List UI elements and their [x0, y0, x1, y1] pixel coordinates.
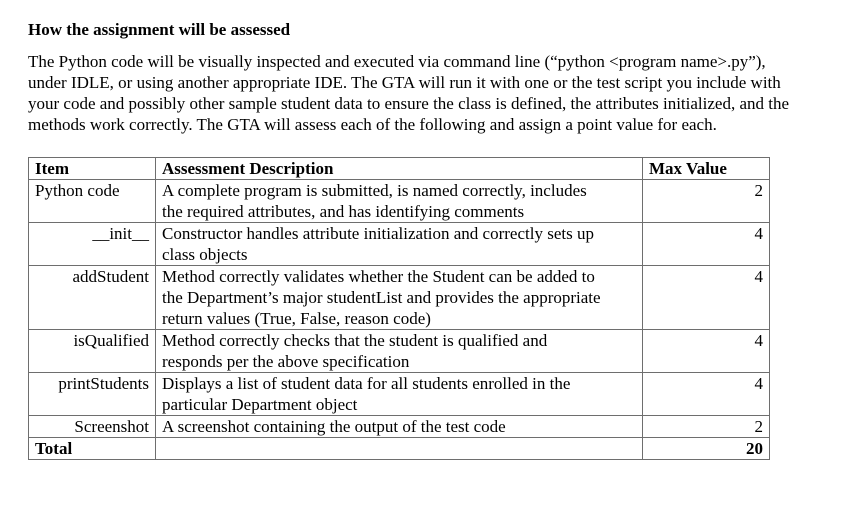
row-item: printStudents: [29, 373, 156, 416]
description-line: responds per the above specification: [162, 352, 410, 371]
row-description: [156, 330, 643, 373]
description-line: Method correctly checks that the student is qualified and: [162, 331, 548, 350]
description-line: A screenshot containing the output of the test code: [162, 417, 506, 436]
total-description-empty: [156, 438, 643, 460]
description-line: the required attributes, and has identifying comments: [162, 202, 525, 221]
intro-line: methods work correctly. The GTA will assess each of the following and assign a point value for each.: [28, 115, 717, 134]
row-description: [156, 373, 643, 416]
row-max-value: 4: [643, 266, 770, 330]
total-row: [29, 438, 770, 460]
row-item: __init__: [29, 223, 156, 266]
assessment-table: [28, 157, 770, 460]
description-line: return values (True, False, reason code): [162, 309, 431, 328]
intro-paragraph: [28, 51, 848, 135]
row-item: Python code: [29, 180, 156, 223]
row-description: [156, 416, 643, 438]
row-max-value: 4: [643, 223, 770, 266]
row-description: [156, 223, 643, 266]
table-row: [29, 266, 770, 330]
description-line: Displays a list of student data for all students enrolled in the: [162, 374, 571, 393]
description-line: Method correctly validates whether the Student can be added to: [162, 267, 595, 286]
table-row: [29, 330, 770, 373]
description-line: A complete program is submitted, is named correctly, includes: [162, 181, 587, 200]
header-max-value: Max Value: [643, 158, 770, 180]
total-label: Total: [29, 438, 156, 460]
row-max-value: 2: [643, 416, 770, 438]
row-item: addStudent: [29, 266, 156, 330]
row-item: isQualified: [29, 330, 156, 373]
description-line: Constructor handles attribute initialization and correctly sets up: [162, 224, 594, 243]
header-description: Assessment Description: [156, 158, 643, 180]
description-line: class objects: [162, 245, 248, 264]
total-value: 20: [643, 438, 770, 460]
table-row: [29, 416, 770, 438]
description-line: the Department’s major studentList and provides the appropriate: [162, 288, 601, 307]
row-max-value: 4: [643, 373, 770, 416]
table-row: [29, 223, 770, 266]
row-description: [156, 180, 643, 223]
intro-line: under IDLE, or using another appropriate IDE. The GTA will run it with one or the test script you include with: [28, 73, 781, 92]
row-item: Screenshot: [29, 416, 156, 438]
description-line: particular Department object: [162, 395, 358, 414]
intro-line: your code and possibly other sample student data to ensure the class is defined, the attributes initialized, and the: [28, 94, 790, 113]
row-max-value: 4: [643, 330, 770, 373]
intro-line: The Python code will be visually inspected and executed via command line (“python <program name>.py”),: [28, 52, 766, 71]
table-row: [29, 180, 770, 223]
row-description: [156, 266, 643, 330]
row-max-value: 2: [643, 180, 770, 223]
section-heading: How the assignment will be assessed: [28, 20, 291, 39]
table-header-row: [29, 158, 770, 180]
header-item: Item: [29, 158, 156, 180]
table-row: [29, 373, 770, 416]
